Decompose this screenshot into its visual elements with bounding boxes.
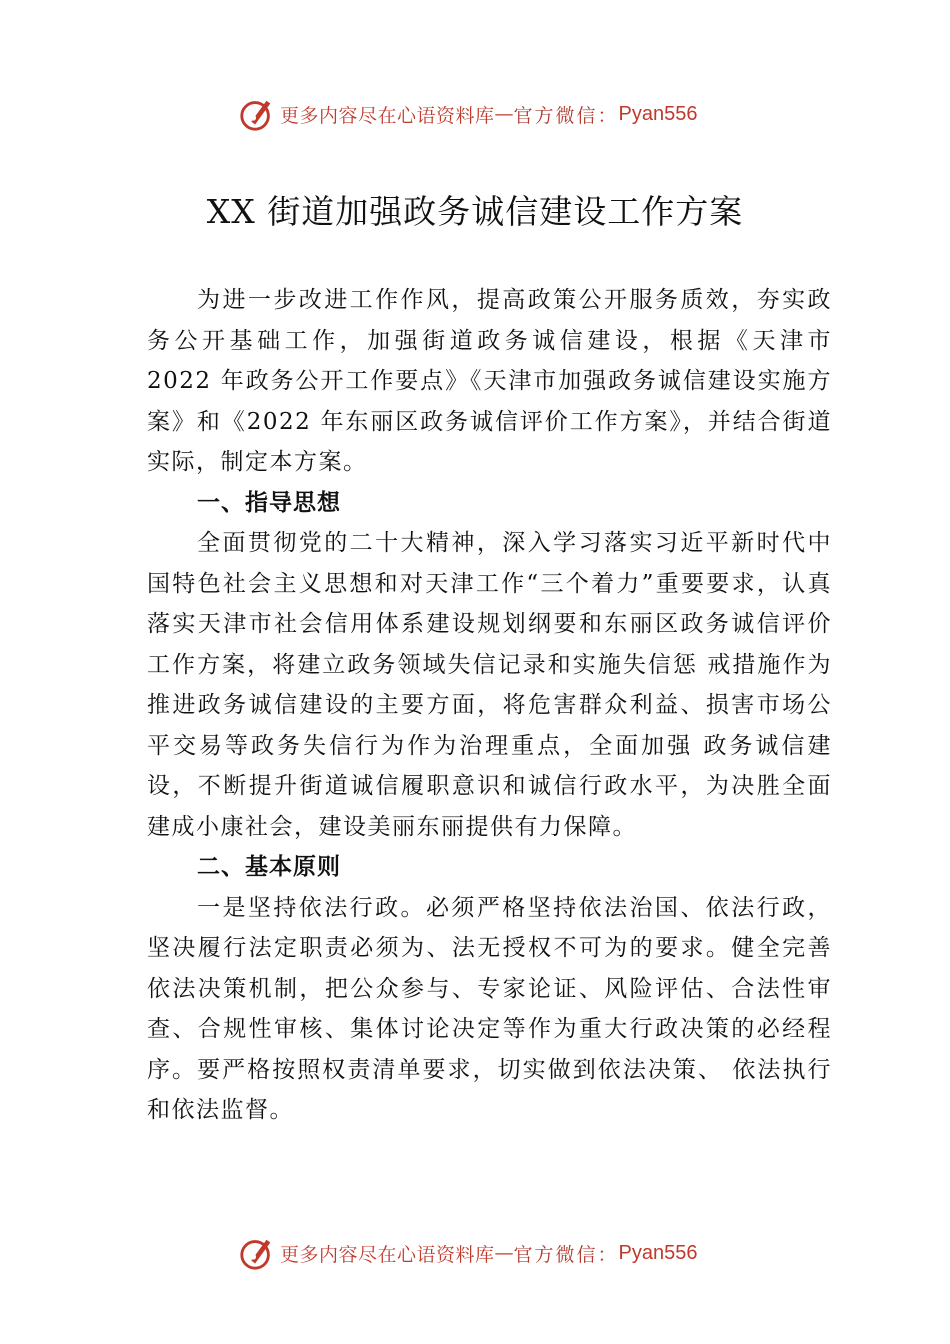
intro-paragraph: 为进一步改进工作作风，提高政策公开服务质效，夯实政务公开基础工作，加强街道政务诚信建设，根据《天津市 2022 年政务公开工作要点》《天津市加强政务诚信建设实施方案》和《2022 年东丽区政务诚信评价工作方案》，并结合街道实际，制定本方案。 [147, 287, 832, 475]
banner-text: 更多内容尽在心语资料库 [280, 1243, 495, 1266]
document-body [147, 280, 832, 1131]
banner-dash: — [494, 103, 514, 125]
guiding-ideology-paragraph: 全面贯彻党的二十大精神，深入学习落实习近平新时代中国特色社会主义思想和对天津工作“三个着力”重要要求，认真落实天津市社会信用体系建设规划纲要和东丽区政务诚信评价工作方案，将建立政务领域失信记录和实施失信惩 戒措施作为推进政务诚信建设的主要方面，将危害群众利益、损害市场公平交易等政务失信行为作为治理重点，全面加强 政务诚信建设，不断提升街道诚信履职意识和诚信行政水平，为决胜全面建成小康社会，建设美丽东丽提供有力保障。 [147, 530, 832, 840]
section-heading-basic-principles: 二、基本原则 [197, 854, 341, 880]
basic-principles-paragraph: 一是坚持依法行政。必须严格坚持依法治国、依法行政，坚决履行法定职责必须为、法无授权不可为的要求。健全完善依法决策机制，把公众参与、专家论证、风险评估、合法性审查、合规性审核、集体讨论决定等作为重大行政决策的必经程序。要严格按照权责清单要求，切实做到依法决策、 依法执行和依法监督。 [147, 894, 832, 1123]
banner-wechat-id: Pyan556 [618, 102, 698, 125]
banner-wechat-id: Pyan556 [618, 1241, 698, 1264]
banner-wechat-label: 官方微信： [513, 1243, 619, 1266]
banner-wechat-label: 官方微信： [513, 104, 619, 127]
pen-nib-circle-icon [238, 95, 276, 133]
pen-nib-circle-icon [238, 1234, 276, 1272]
footer-banner [238, 1233, 698, 1273]
banner-text: 更多内容尽在心语资料库 [280, 104, 495, 127]
section-heading-guiding-ideology: 一、指导思想 [197, 489, 341, 516]
header-banner [238, 94, 698, 134]
document-title: XX 街道加强政务诚信建设工作方案 [206, 192, 744, 231]
banner-dash: — [494, 1242, 514, 1264]
